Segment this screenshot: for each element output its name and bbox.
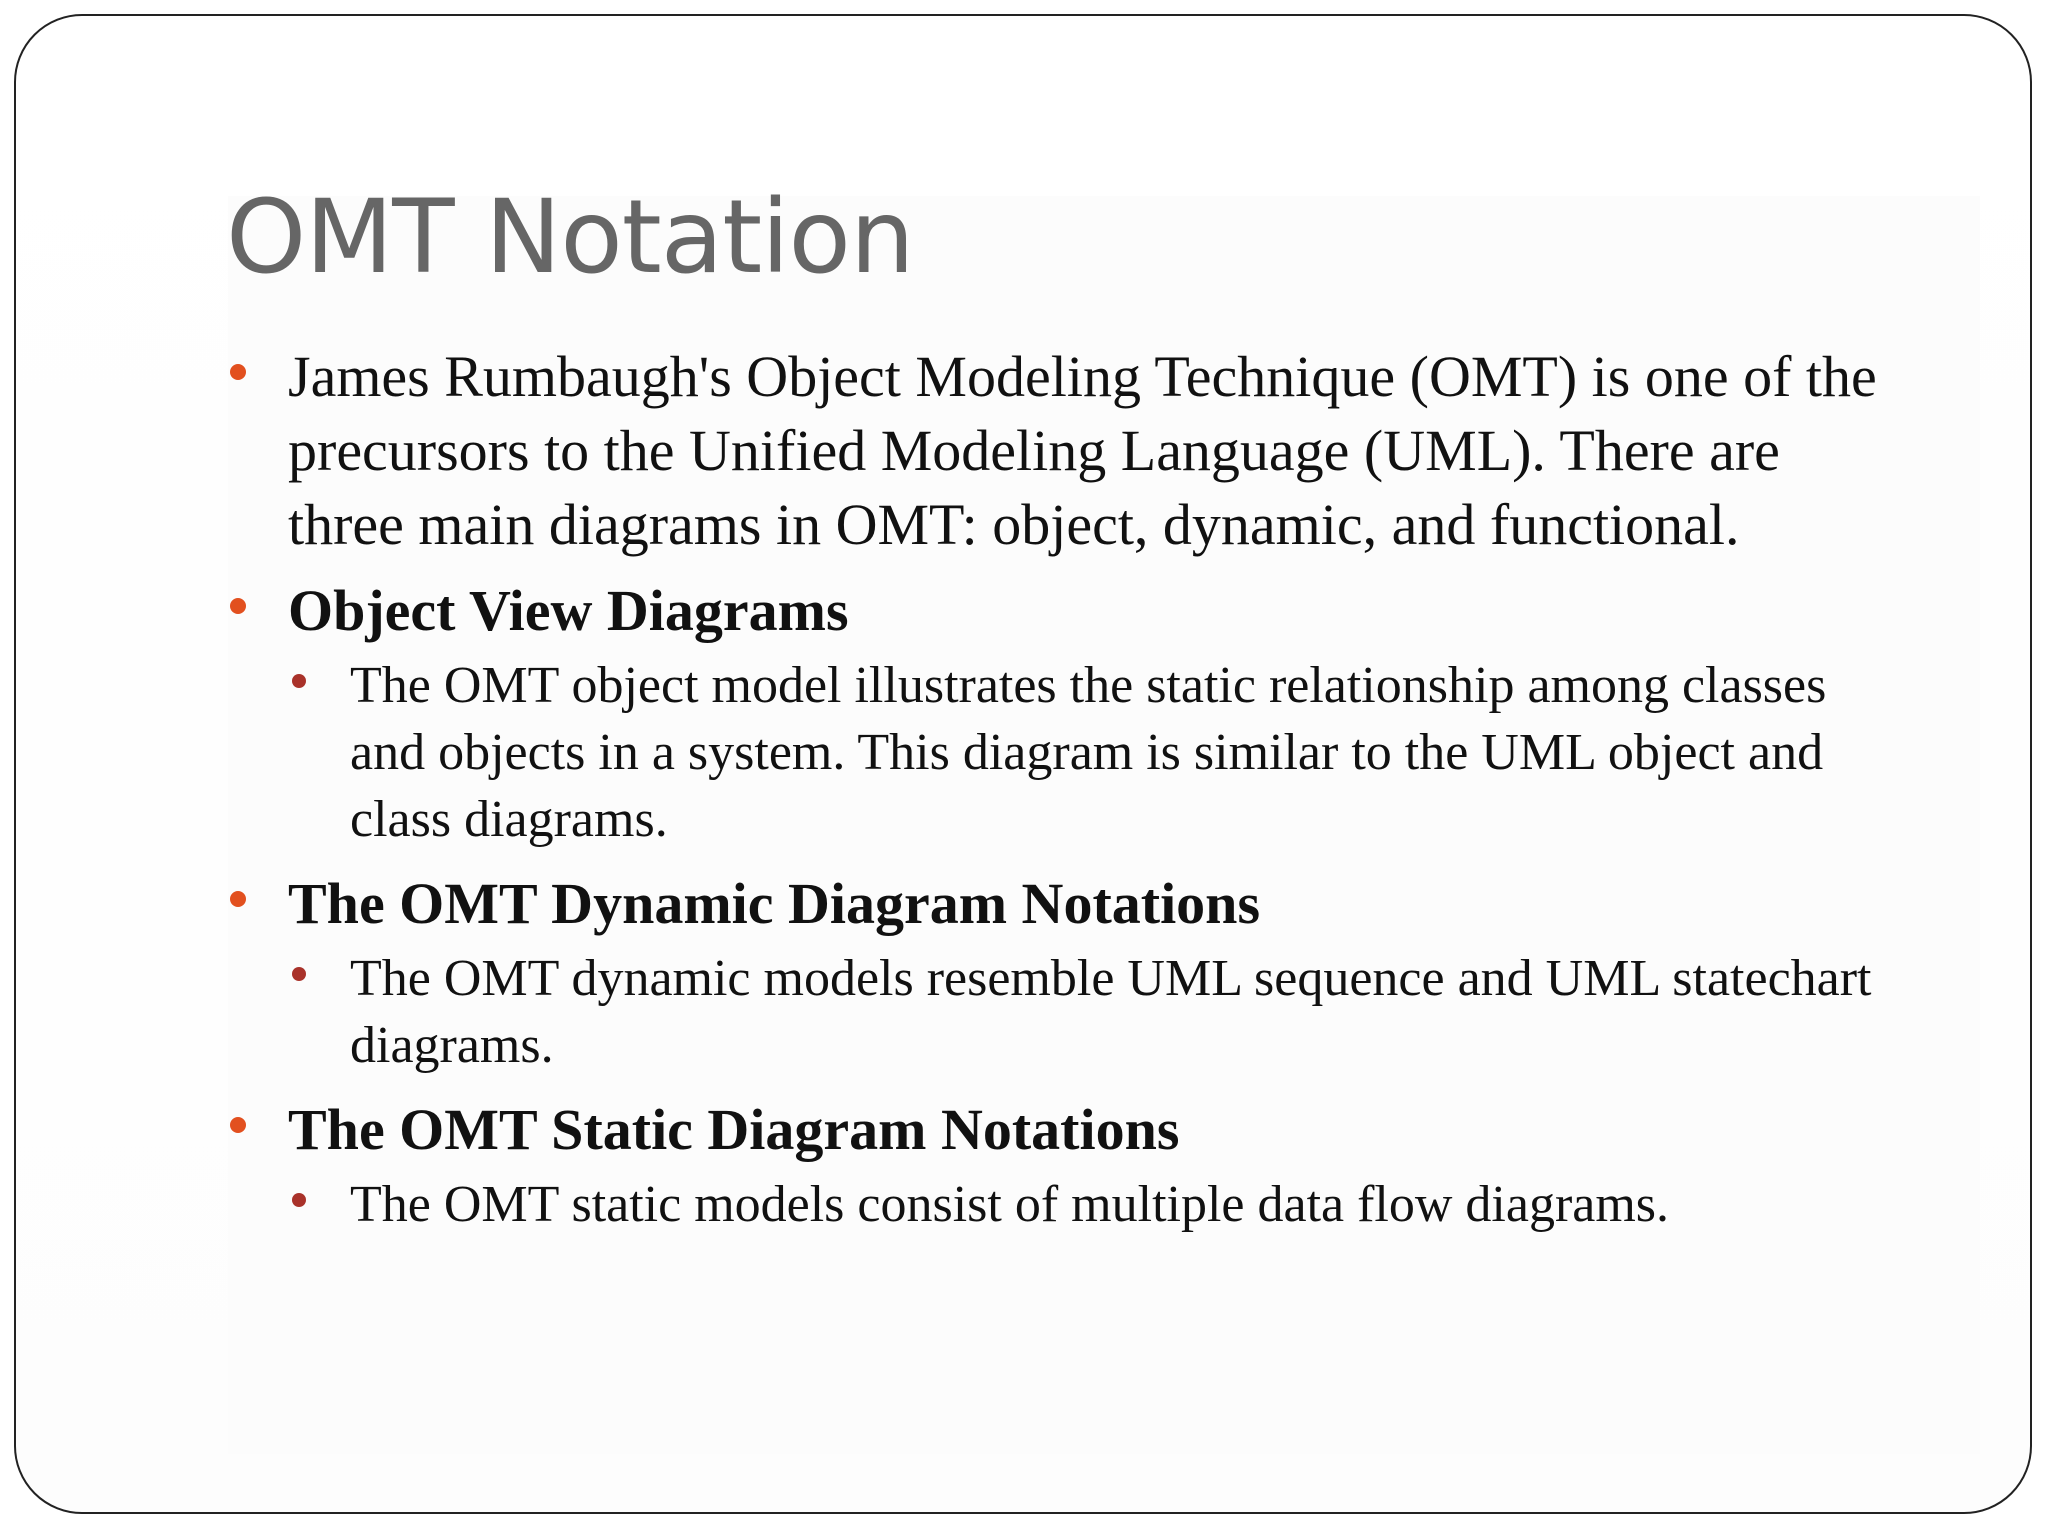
subbullet-dot-icon: [292, 967, 306, 981]
subbullet-dot-icon: [292, 674, 306, 688]
bullet-object-view-diagrams: [226, 574, 1906, 648]
bullet-dot-icon: [230, 598, 246, 614]
bullet-heading: Object View Diagrams: [288, 578, 849, 643]
bullet-heading: The OMT Dynamic Diagram Notations: [288, 871, 1261, 936]
slide-title: OMT Notation: [226, 178, 914, 297]
bullet-heading: The OMT Static Diagram Notations: [288, 1097, 1180, 1162]
subbullet-text: The OMT static models consist of multiple data flow diagrams.: [350, 1176, 1670, 1233]
subbullet-static-models: [288, 1171, 1906, 1238]
bullet-omt-intro: [226, 340, 1906, 562]
subbullet-dynamic-models: [288, 945, 1906, 1079]
bullet-dot-icon: [230, 891, 246, 907]
bullet-dot-icon: [230, 1117, 246, 1133]
bullet-dynamic-diagram-notations: [226, 867, 1906, 941]
subbullet-text: The OMT dynamic models resemble UML sequence and UML statechart diagrams.: [350, 950, 1872, 1074]
bullet-text: James Rumbaugh's Object Modeling Technique (OMT) is one of the precursors to the Unified Modeling Language (UML). There are three main diagrams in OMT: object, dynamic, and functional.: [288, 344, 1877, 557]
subbullet-object-model: [288, 652, 1906, 853]
bullet-list: [226, 340, 1906, 1238]
bullet-dot-icon: [230, 364, 246, 380]
subbullet-dot-icon: [292, 1193, 306, 1207]
bullet-static-diagram-notations: [226, 1093, 1906, 1167]
subbullet-text: The OMT object model illustrates the static relationship among classes and objects in a system. This diagram is similar to the UML object and class diagrams.: [350, 657, 1827, 848]
